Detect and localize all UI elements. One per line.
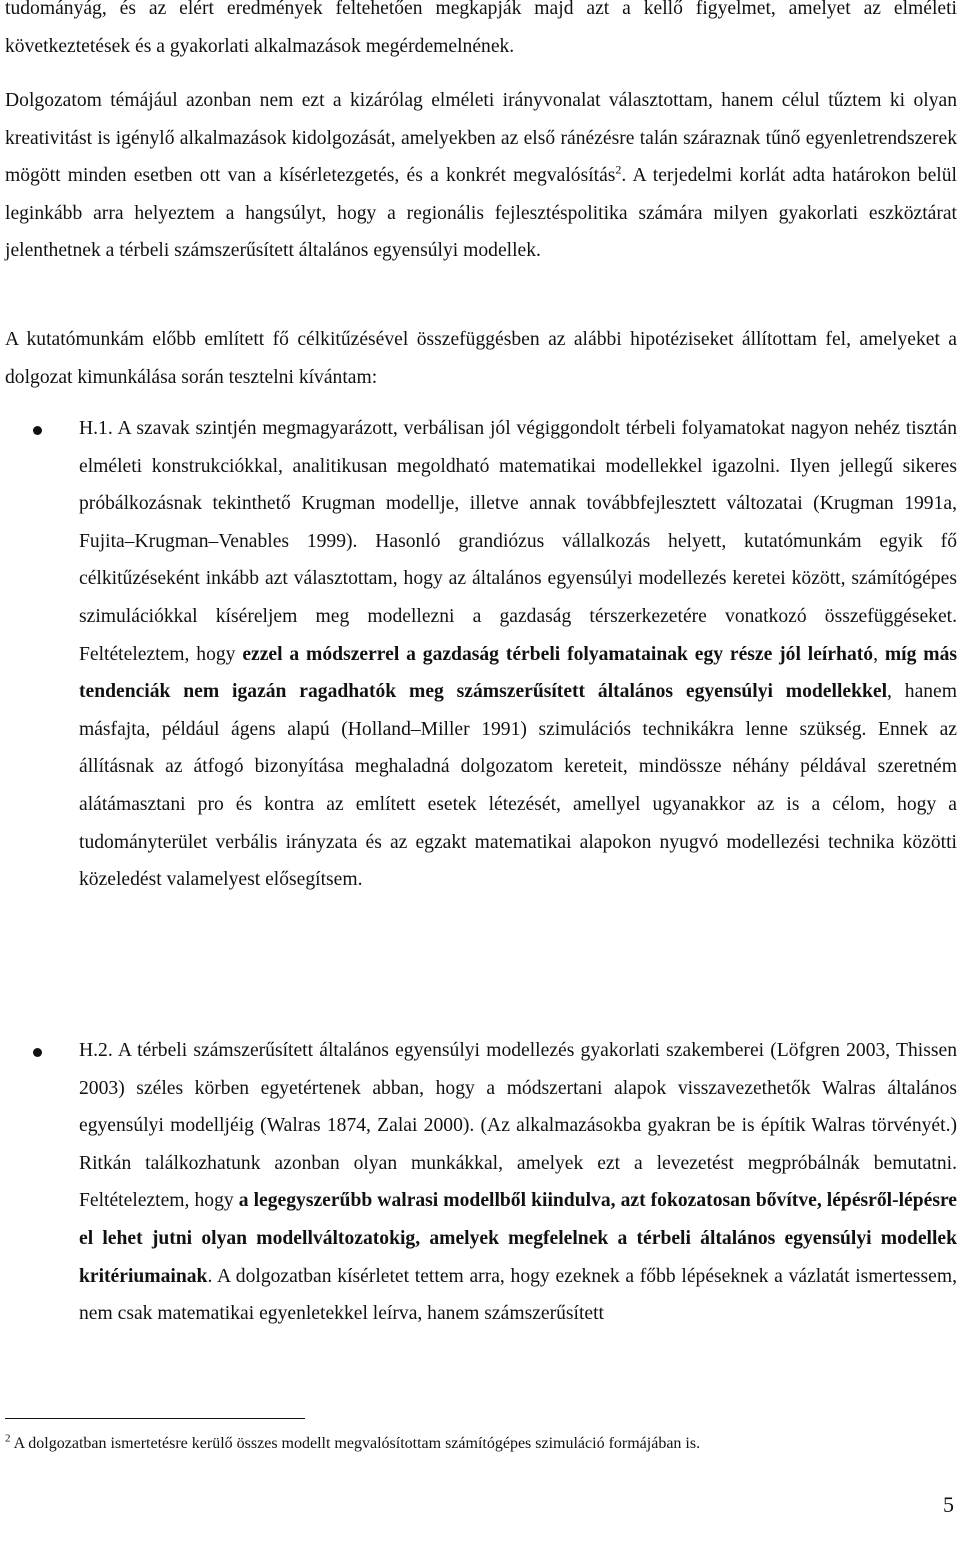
hypothesis-text-part: , hanem másfajta, például ágens alapú (Holland–Miller 1991) szimulációs technikákra lenne szükség. Ennek az állításnak az átfogó bizonyítása meghaladná dolgozatom kereteit, mindössze néhány példával szeretném alátámasztani pro és kontra az említett esetek létezését, amellyel ugyanakkor az is a célom, hogy a tudományterület verbális irányzata és az egzakt matematikai alapokon nyugvó modellezési technika közötti közeledést valamelyest elősegítsem. — [79, 681, 957, 891]
footnote-separator — [5, 1418, 305, 1419]
paragraph-text: A kutatómunkám előbb említett fő célkitűzésével összefüggésben az alábbi hipotéziseket állítottam fel, amelyeket a dolgozat kimunkálása során tesztelni kívántam: — [5, 329, 957, 388]
bullet-icon — [33, 1048, 42, 1057]
page-number: 5 — [943, 1492, 954, 1517]
paragraph-thesis-topic — [5, 82, 957, 270]
hypothesis-emphasis: míg más tendenciák nem igazán ragadhatók meg számszerűsített általános egyensúlyi modellekkel — [79, 643, 957, 703]
footnote-marker: 2 — [5, 1432, 11, 1445]
hypothesis-text-part: . A dolgozatban kísérletet tettem arra, hogy ezeknek a főbb lépéseknek a vázlatát ismertessem, nem csak matematikai egyenletekkel leírva, hanem számszerűsített — [79, 1265, 957, 1325]
paragraph-intro-continuation — [5, 0, 957, 65]
hypothesis-text-part: H.2. A térbeli számszerűsített általános egyensúlyi modellezés gyakorlati szakemberei (Löfgren 2003, Thissen 2003) széles körben egyetértenek abban, hogy a módszertani alapok visszavezethetők Walras általános egyensúlyi modelljéig (Walras 1874, Zalai 2000). (Az alkalmazásokba gyakran be is építik Walras törvényét.) Ritkán találkozhatunk azonban olyan munkákkal, amelyek ezt a levezetést megpróbálnák bemutatni. Feltételeztem, hogy — [79, 1040, 957, 1212]
footnote-reference[interactable]: 2 — [615, 162, 622, 177]
paragraph-hypotheses-intro — [5, 321, 957, 396]
paragraph-text: . A terjedelmi korlát adta határokon belül leginkább arra helyeztem a hangsúlyt, hogy a regionális fejlesztéspolitika számára milyen gyakorlati eszköztárat jelenthetnek a térbeli számszerűsített általános egyensúlyi modellek. — [5, 165, 957, 262]
footnote — [5, 1432, 957, 1456]
hypothesis-emphasis: a legegyszerűbb walrasi modellből kiindulva, azt fokozatosan bővítve, lépésről-lépésre el lehet jutni olyan modellváltozatokig, amelyek megfelelnek a térbeli általános egyensúlyi modellek kritériumainak — [79, 1190, 957, 1287]
hypothesis-text-part: , — [873, 643, 885, 665]
paragraph-text: tudományág, és az elért eredmények feltehetően megkapják majd azt a kellő figyelmet, amelyet az elméleti következtetések és a gyakorlati alkalmazások megérdemelnének. — [5, 0, 957, 57]
paragraph-text: Dolgozatom témájául azonban nem ezt a kizárólag elméleti irányvonalat választottam, hanem célul tűztem ki olyan kreativitást is igénylő alkalmazások kidolgozását, amelyekben az első ránézésre talán száraznak tűnő egyenletrendszerek mögött minden esetben ott van a kísérletezgetés, és a konkrét megvalósítás — [5, 90, 957, 187]
hypothesis-emphasis: ezzel a módszerrel a gazdaság térbeli folyamatainak egy része jól leírható — [242, 643, 874, 665]
hypothesis-text-part: H.1. A szavak szintjén megmagyarázott, verbálisan jól végiggondolt térbeli folyamatokat nagyon nehéz tisztán elméleti konstrukciókkal, analitikusan megoldható matematikai modellekkel igazolni. Ilyen jellegű sikeres próbálkozásnak tekinthető Krugman modellje, illetve annak továbbfejlesztett változatai (Krugman 1991a, Fujita–Krugman–Venables 1999). Hasonló grandiózus vállalkozás helyett, kutatómunkám egyik fő célkitűzéseként inkább azt választottam, hogy az általános egyensúlyi modellezés keretei között, számítógépes szimulációkkal kíséreljem meg modellezni a gazdaság térszerkezetére vonatkozó összefüggéseket. Feltételeztem, hogy — [79, 418, 957, 665]
hypothesis-text — [79, 410, 957, 899]
bullet-icon — [33, 426, 42, 435]
hypothesis-text — [79, 1032, 957, 1333]
footnote-text: A dolgozatban ismertetésre kerülő összes modellt megvalósítottam számítógépes szimuláció formájában is. — [10, 1435, 701, 1452]
